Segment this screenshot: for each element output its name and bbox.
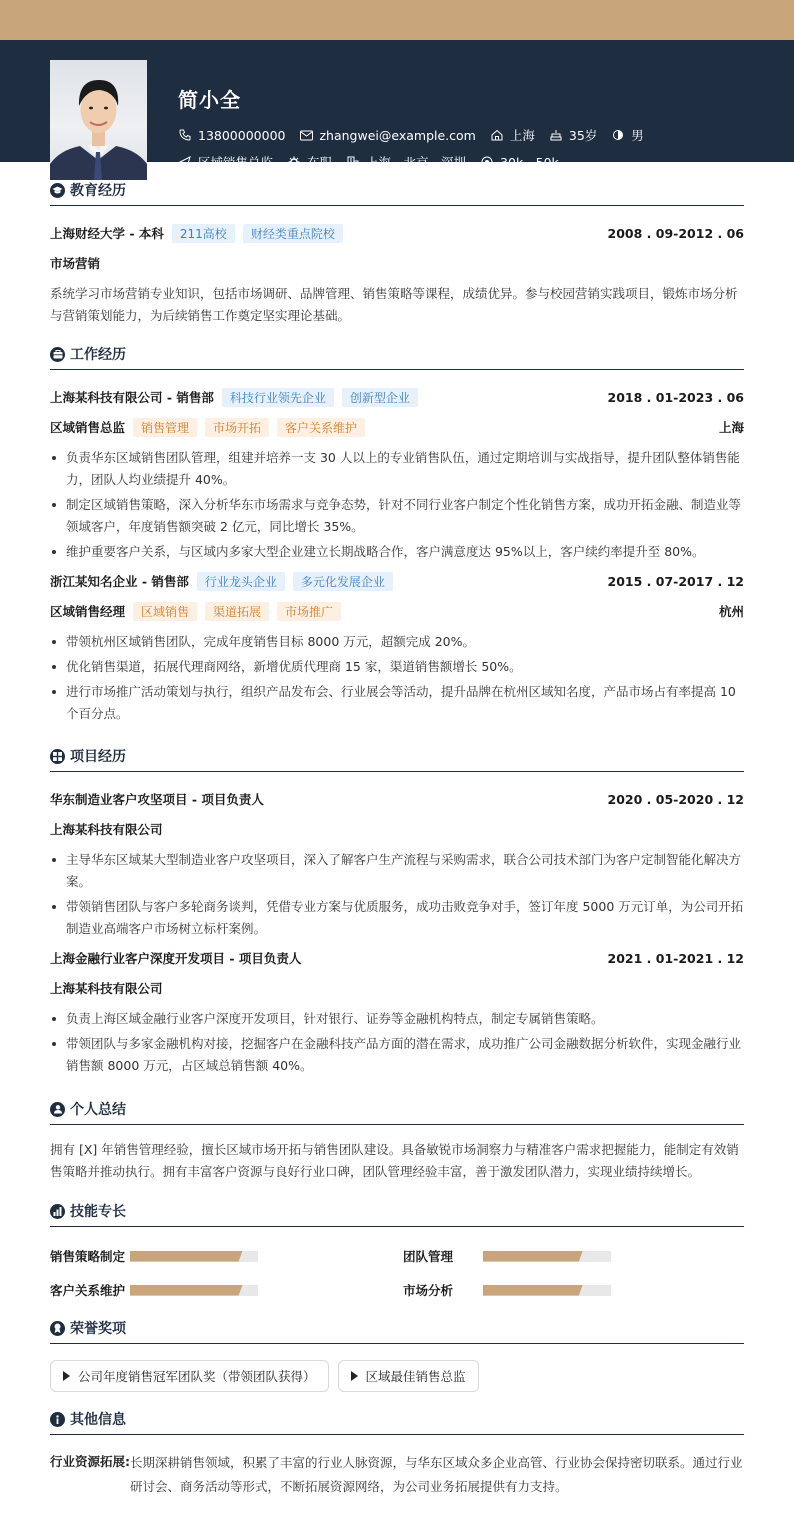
city-item <box>490 126 535 144</box>
project-company: 上海某科技有限公司 <box>50 981 163 996</box>
project-bullets <box>50 1008 744 1077</box>
resume-header <box>0 40 794 170</box>
work-role-row <box>50 596 744 626</box>
work-header <box>50 339 744 370</box>
skill-bar-fill <box>130 1285 243 1296</box>
work-bullets <box>50 447 744 563</box>
email-item <box>299 128 475 143</box>
company-tag: 创新型企业 <box>342 388 418 407</box>
role-skill-tag: 市场推广 <box>277 602 341 621</box>
grid-icon <box>50 749 65 764</box>
company-tag: 多元化发展企业 <box>293 572 393 591</box>
award-item <box>50 1360 329 1392</box>
skill-item <box>50 1239 403 1273</box>
project-company-row <box>50 814 744 844</box>
company-name: 浙江某知名企业 - 销售部 <box>50 574 189 589</box>
info-icon <box>50 1412 65 1427</box>
gender-icon <box>611 128 625 142</box>
building-icon <box>346 155 360 169</box>
education-date: 2008 . 09-2012 . 06 <box>607 225 744 241</box>
age-text: 35岁 <box>568 128 598 143</box>
other-header <box>50 1404 744 1435</box>
role-skill-tag: 市场开拓 <box>205 418 269 437</box>
play-icon <box>351 1371 358 1381</box>
phone-item <box>178 128 285 143</box>
position-text: 区域销售总监 <box>198 155 274 170</box>
work-bullets <box>50 631 744 725</box>
skill-item <box>50 1273 403 1307</box>
role-skill-tag: 客户关系维护 <box>277 418 365 437</box>
job-intent-row <box>178 153 573 171</box>
locations-item <box>346 153 466 171</box>
gender-item <box>611 126 644 144</box>
award-label: 公司年度销售冠军团队奖（带领团队获得） <box>78 1369 316 1384</box>
company-name: 上海某科技有限公司 - 销售部 <box>50 390 214 405</box>
skills-header <box>50 1196 744 1227</box>
education-title: 教育经历 <box>70 183 126 199</box>
avatar <box>50 60 147 180</box>
salary-text: 30k - 50k <box>500 154 559 170</box>
work-title: 工作经历 <box>70 347 126 363</box>
skill-bar <box>130 1285 258 1296</box>
projects-title: 项目经历 <box>70 749 126 765</box>
skill-name: 团队管理 <box>403 1249 454 1264</box>
candidate-name: 简小全 <box>178 88 241 112</box>
gender-text: 男 <box>631 128 644 143</box>
other-text: 长期深耕销售领域，积累了丰富的行业人脉资源，与华东区域众多企业高管、行业协会保持密切联系。通过行业研讨会、商务活动等形式，不断拓展资源网络，为公司业务拓展提供有力支持。 <box>130 1455 743 1494</box>
play-icon <box>63 1371 70 1381</box>
skill-item <box>403 1239 744 1273</box>
summary-title: 个人总结 <box>70 1102 126 1118</box>
send-icon <box>178 155 192 169</box>
summary-header <box>50 1094 744 1125</box>
gear-icon <box>287 155 301 169</box>
work-city: 杭州 <box>718 604 744 619</box>
home-icon <box>490 128 504 142</box>
salary-icon <box>480 155 494 169</box>
school-tag: 211高校 <box>172 224 235 243</box>
other-title: 其他信息 <box>70 1412 126 1428</box>
other-label: 行业资源拓展: <box>50 1454 130 1469</box>
age-item <box>549 126 597 144</box>
school-name: 上海财经大学 - 本科 <box>50 226 164 241</box>
locations-text: 上海、北京、深圳 <box>366 155 467 170</box>
skill-bar-fill <box>483 1285 583 1296</box>
major-row <box>50 248 744 278</box>
major-name: 市场营销 <box>50 256 101 271</box>
project-row <box>50 943 744 973</box>
school-tag: 财经类重点院校 <box>243 224 343 243</box>
bar-chart-icon <box>50 1204 65 1219</box>
awards-title: 荣誉奖项 <box>70 1321 126 1337</box>
role-skill-tag: 销售管理 <box>133 418 197 437</box>
mail-icon <box>299 128 313 142</box>
list-item: 优化销售渠道，拓展代理商网络，新增优质代理商 15 家，渠道销售额增长 50%。 <box>50 656 744 678</box>
project-bullets <box>50 849 744 940</box>
skill-name: 销售策略制定 <box>50 1249 126 1264</box>
skill-name: 客户关系维护 <box>50 1283 126 1298</box>
resume-body <box>50 175 744 1499</box>
graduation-cap-icon <box>50 183 65 198</box>
list-item: 带领团队与多家金融机构对接，挖掘客户在金融科技产品方面的潜在需求，成功推广公司金融数据分析软件，实现金融行业销售额 8000 万元，占区域总销售额 40%。 <box>50 1033 744 1077</box>
role-name: 区域销售经理 <box>50 604 126 619</box>
education-header <box>50 175 744 206</box>
skill-item <box>403 1273 744 1307</box>
role-skill-tag: 区域销售 <box>133 602 197 621</box>
education-description: 系统学习市场营销专业知识，包括市场调研、品牌管理、销售策略等课程，成绩优异。参与校园营销实践项目，锻炼市场分析与营销策划能力，为后续销售工作奠定坚实理论基础。 <box>50 286 738 323</box>
skill-bar <box>483 1285 611 1296</box>
work-company-row <box>50 382 744 412</box>
award-icon <box>50 1321 65 1336</box>
skills-grid <box>50 1227 744 1307</box>
role-name: 区域销售总监 <box>50 420 126 435</box>
status-item <box>287 153 332 171</box>
phone-icon <box>178 128 192 142</box>
skills-title: 技能专长 <box>70 1204 126 1220</box>
project-company-row <box>50 973 744 1003</box>
company-tag: 科技行业领先企业 <box>222 388 334 407</box>
status-text: 在职 <box>307 155 333 170</box>
city-text: 上海 <box>509 128 535 143</box>
project-company: 上海某科技有限公司 <box>50 822 163 837</box>
summary-text: 拥有 [X] 年销售管理经验，擅长区域市场开拓与销售团队建设。具备敏锐市场洞察力与精准客户需求把握能力，能制定有效销售策略并推动执行。拥有丰富客户资源与良好行业口碑，团队管理经验丰富，善于激发团队潜力，实现业绩持续增长。 <box>50 1142 739 1179</box>
skill-bar <box>483 1251 611 1262</box>
work-role-row <box>50 412 744 442</box>
role-skill-tag: 渠道拓展 <box>205 602 269 621</box>
skill-bar <box>130 1251 258 1262</box>
work-date: 2015 . 07-2017 . 12 <box>607 573 744 589</box>
project-date: 2021 . 01-2021 . 12 <box>607 950 744 966</box>
project-row <box>50 784 744 814</box>
email-text: zhangwei@example.com <box>319 127 476 143</box>
list-item: 制定区域销售策略，深入分析华东市场需求与竞争态势，针对不同行业客户制定个性化销售方案，成功开拓金融、制造业等领域客户，年度销售额突破 2 亿元，同比增长 35%。 <box>50 494 744 538</box>
work-city: 上海 <box>718 420 744 435</box>
company-tag: 行业龙头企业 <box>197 572 285 591</box>
award-label: 区域最佳销售总监 <box>365 1369 466 1384</box>
skill-name: 市场分析 <box>403 1283 454 1298</box>
skill-bar-fill <box>130 1251 243 1262</box>
other-row <box>50 1435 744 1499</box>
projects-header <box>50 741 744 772</box>
briefcase-icon <box>50 347 65 362</box>
list-item: 维护重要客户关系，与区域内多家大型企业建立长期战略合作，客户满意度达 95%以上，客户续约率提升至 80%。 <box>50 541 744 563</box>
list-item: 带领杭州区域销售团队，完成年度销售目标 8000 万元，超额完成 20%。 <box>50 631 744 653</box>
top-accent-strip <box>0 0 794 40</box>
awards-list <box>50 1344 744 1392</box>
project-title: 上海金融行业客户深度开发项目 - 项目负责人 <box>50 951 302 966</box>
skill-bar-fill <box>483 1251 583 1262</box>
award-item <box>338 1360 479 1392</box>
awards-header <box>50 1313 744 1344</box>
salary-item <box>480 155 559 170</box>
position-item <box>178 153 273 171</box>
user-icon <box>50 1102 65 1117</box>
phone-text: 13800000000 <box>198 127 286 143</box>
cake-icon <box>549 128 563 142</box>
list-item: 带领销售团队与客户多轮商务谈判，凭借专业方案与优质服务，成功击败竞争对手，签订年度 5000 万元订单，为公司开拓制造业高端客户市场树立标杆案例。 <box>50 896 744 940</box>
project-date: 2020 . 05-2020 . 12 <box>607 791 744 807</box>
work-date: 2018 . 01-2023 . 06 <box>607 389 744 405</box>
list-item: 进行市场推广活动策划与执行，组织产品发布会、行业展会等活动，提升品牌在杭州区域知名度，产品市场占有率提高 10 个百分点。 <box>50 681 744 725</box>
contact-row <box>178 126 658 144</box>
list-item: 负责上海区域金融行业客户深度开发项目，针对银行、证券等金融机构特点，制定专属销售策略。 <box>50 1008 744 1030</box>
list-item: 负责华东区域销售团队管理，组建并培养一支 30 人以上的专业销售队伍，通过定期培训与实战指导，提升团队整体销售能力，团队人均业绩提升 40%。 <box>50 447 744 491</box>
work-company-row <box>50 566 744 596</box>
list-item: 主导华东区域某大型制造业客户攻坚项目，深入了解客户生产流程与采购需求，联合公司技术部门为客户定制智能化解决方案。 <box>50 849 744 893</box>
education-row <box>50 218 744 248</box>
project-title: 华东制造业客户攻坚项目 - 项目负责人 <box>50 792 264 807</box>
